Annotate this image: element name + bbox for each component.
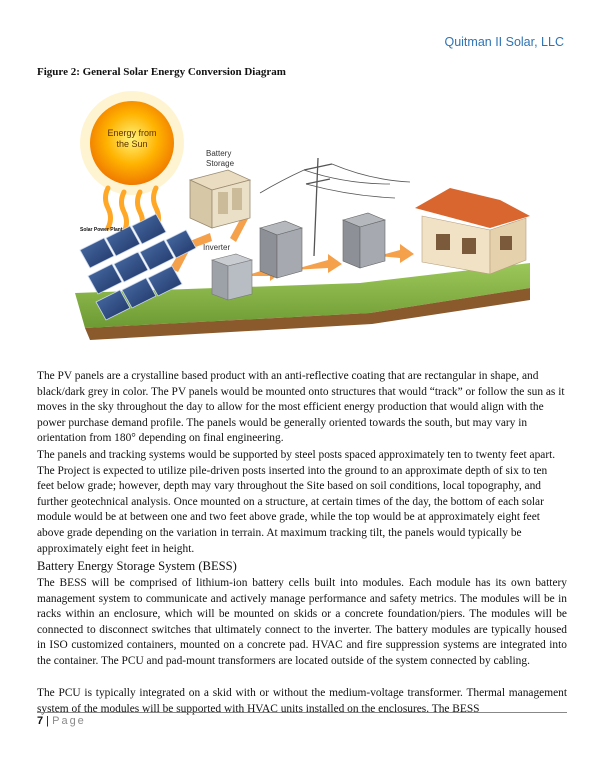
inverter-label: Inverter: [203, 243, 231, 252]
battery-label-line2: Storage: [206, 159, 235, 168]
paragraph-pv-panels: The PV panels are a crystalline based product with an anti-reflective coating that are rectangular in shape, and black/dark grey in color. The PV panels would be mounted onto structures that would “track” or follow the sun as it moves in the sky throughout the day to allow for the most efficient energy production that would align with the power purchase demand profile. The panels would be generally oriented towards the south, but may vary in orientation from 180° depending on final engineering.: [37, 370, 565, 445]
paragraph-bess: The BESS will be comprised of lithium-ion battery cells built into modules. Each module has its own battery management system to communicate and actively manage performance and safety metrics. The modules will be in racks within an enclosure, which will be mounted on skids or a concrete foundation/piers. The modules will be connected to disconnect switches that ultimately connect to the inverter. The battery modules are typically housed in ISO customized containers, mounted on a concrete pad. HVAC and fire suppression systems are integrated into the container. The PCU and pad-mount transformers are located outside of the system connected by cabling.: [37, 577, 567, 667]
page-separator: |: [43, 715, 53, 727]
page-number: 7: [37, 715, 44, 727]
house-icon: [415, 188, 530, 274]
figure-caption: Figure 2: General Solar Energy Conversion Diagram: [37, 66, 286, 78]
battery-label-line1: Battery: [206, 149, 232, 158]
page-footer: [37, 715, 86, 727]
header-company-name: Quitman II Solar, LLC: [444, 35, 564, 49]
section-heading-bess: Battery Energy Storage System (BESS): [37, 559, 237, 573]
solar-plant-label: Solar Power Plant: [80, 227, 123, 233]
paragraph-pcu: The PCU is typically integrated on a skid with or without the medium-voltage transformer. Thermal management system of the modules will be supported with HVAC units installed on the enclosures. The BESS: [37, 687, 567, 715]
sun-label-line1: Energy from: [107, 128, 157, 138]
paragraph-tracking-systems: The panels and tracking systems would be supported by steel posts spaced approximately ten to twenty feet apart. The Project is expected to utilize pile-driven posts inserted into the ground to an approximate depth of six to ten feet below grade; however, depth may vary throughout the Site based on soil conditions, local topography, and further geotechnical analysis. Once mounted on a structure, at certain times of the day, the bottom of each solar module would be at between one and two feet above grade, while the top would be at approximately eight feet above grade depending on the variation in terrain. At maximum tracking tilt, the panels would typically be approximately eight feet in height.: [37, 449, 556, 555]
sun-label-line2: the Sun: [116, 139, 148, 149]
inverter-icon: [212, 254, 252, 300]
solar-energy-diagram: [60, 88, 530, 350]
battery-storage-icon: [190, 170, 250, 228]
page-word: Page: [52, 715, 86, 727]
footer-divider: [37, 712, 567, 713]
